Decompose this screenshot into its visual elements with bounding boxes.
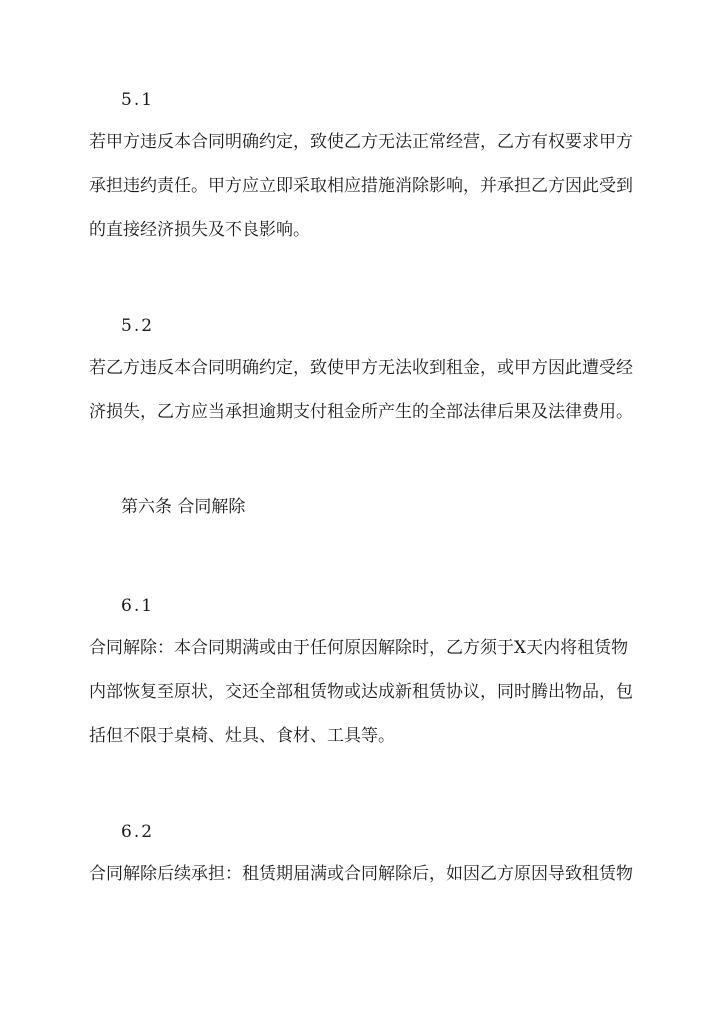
clause-number-5-1: 5.1 (121, 90, 155, 110)
text-line: 括但不限于桌椅、灶具、食材、工具等。 (89, 726, 395, 746)
text-line: 济损失，乙方应当承担逾期支付租金所产生的全部法律后果及法律费用。 (89, 402, 633, 422)
article-heading-6: 第六条 合同解除 (121, 497, 246, 517)
clause-text-5-2 (89, 358, 634, 446)
clause-number-6-1: 6.1 (121, 596, 155, 616)
clause-number-5-2: 5.2 (121, 316, 155, 336)
clause-number-6-2: 6.2 (121, 822, 155, 842)
clause-text-6-1 (89, 638, 634, 770)
clause-text-6-2 (89, 864, 634, 908)
text-line: 的直接经济损失及不良影响。 (89, 220, 310, 240)
text-line: 合同解除后续承担：租赁期届满或合同解除后，如因乙方原因导致租赁物 (89, 864, 633, 884)
text-line: 若乙方违反本合同明确约定，致使甲方无法收到租金，或甲方因此遭受经 (89, 358, 633, 378)
text-line: 若甲方违反本合同明确约定，致使乙方无法正常经营，乙方有权要求甲方 (89, 132, 633, 152)
text-line: 承担违约责任。甲方应立即采取相应措施消除影响，并承担乙方因此受到 (89, 176, 633, 196)
text-line: 内部恢复至原状，交还全部租赁物或达成新租赁协议，同时腾出物品，包 (89, 682, 633, 702)
text-line: 合同解除：本合同期满或由于任何原因解除时，乙方须于X天内将租赁物 (89, 638, 629, 658)
clause-text-5-1 (89, 132, 634, 264)
